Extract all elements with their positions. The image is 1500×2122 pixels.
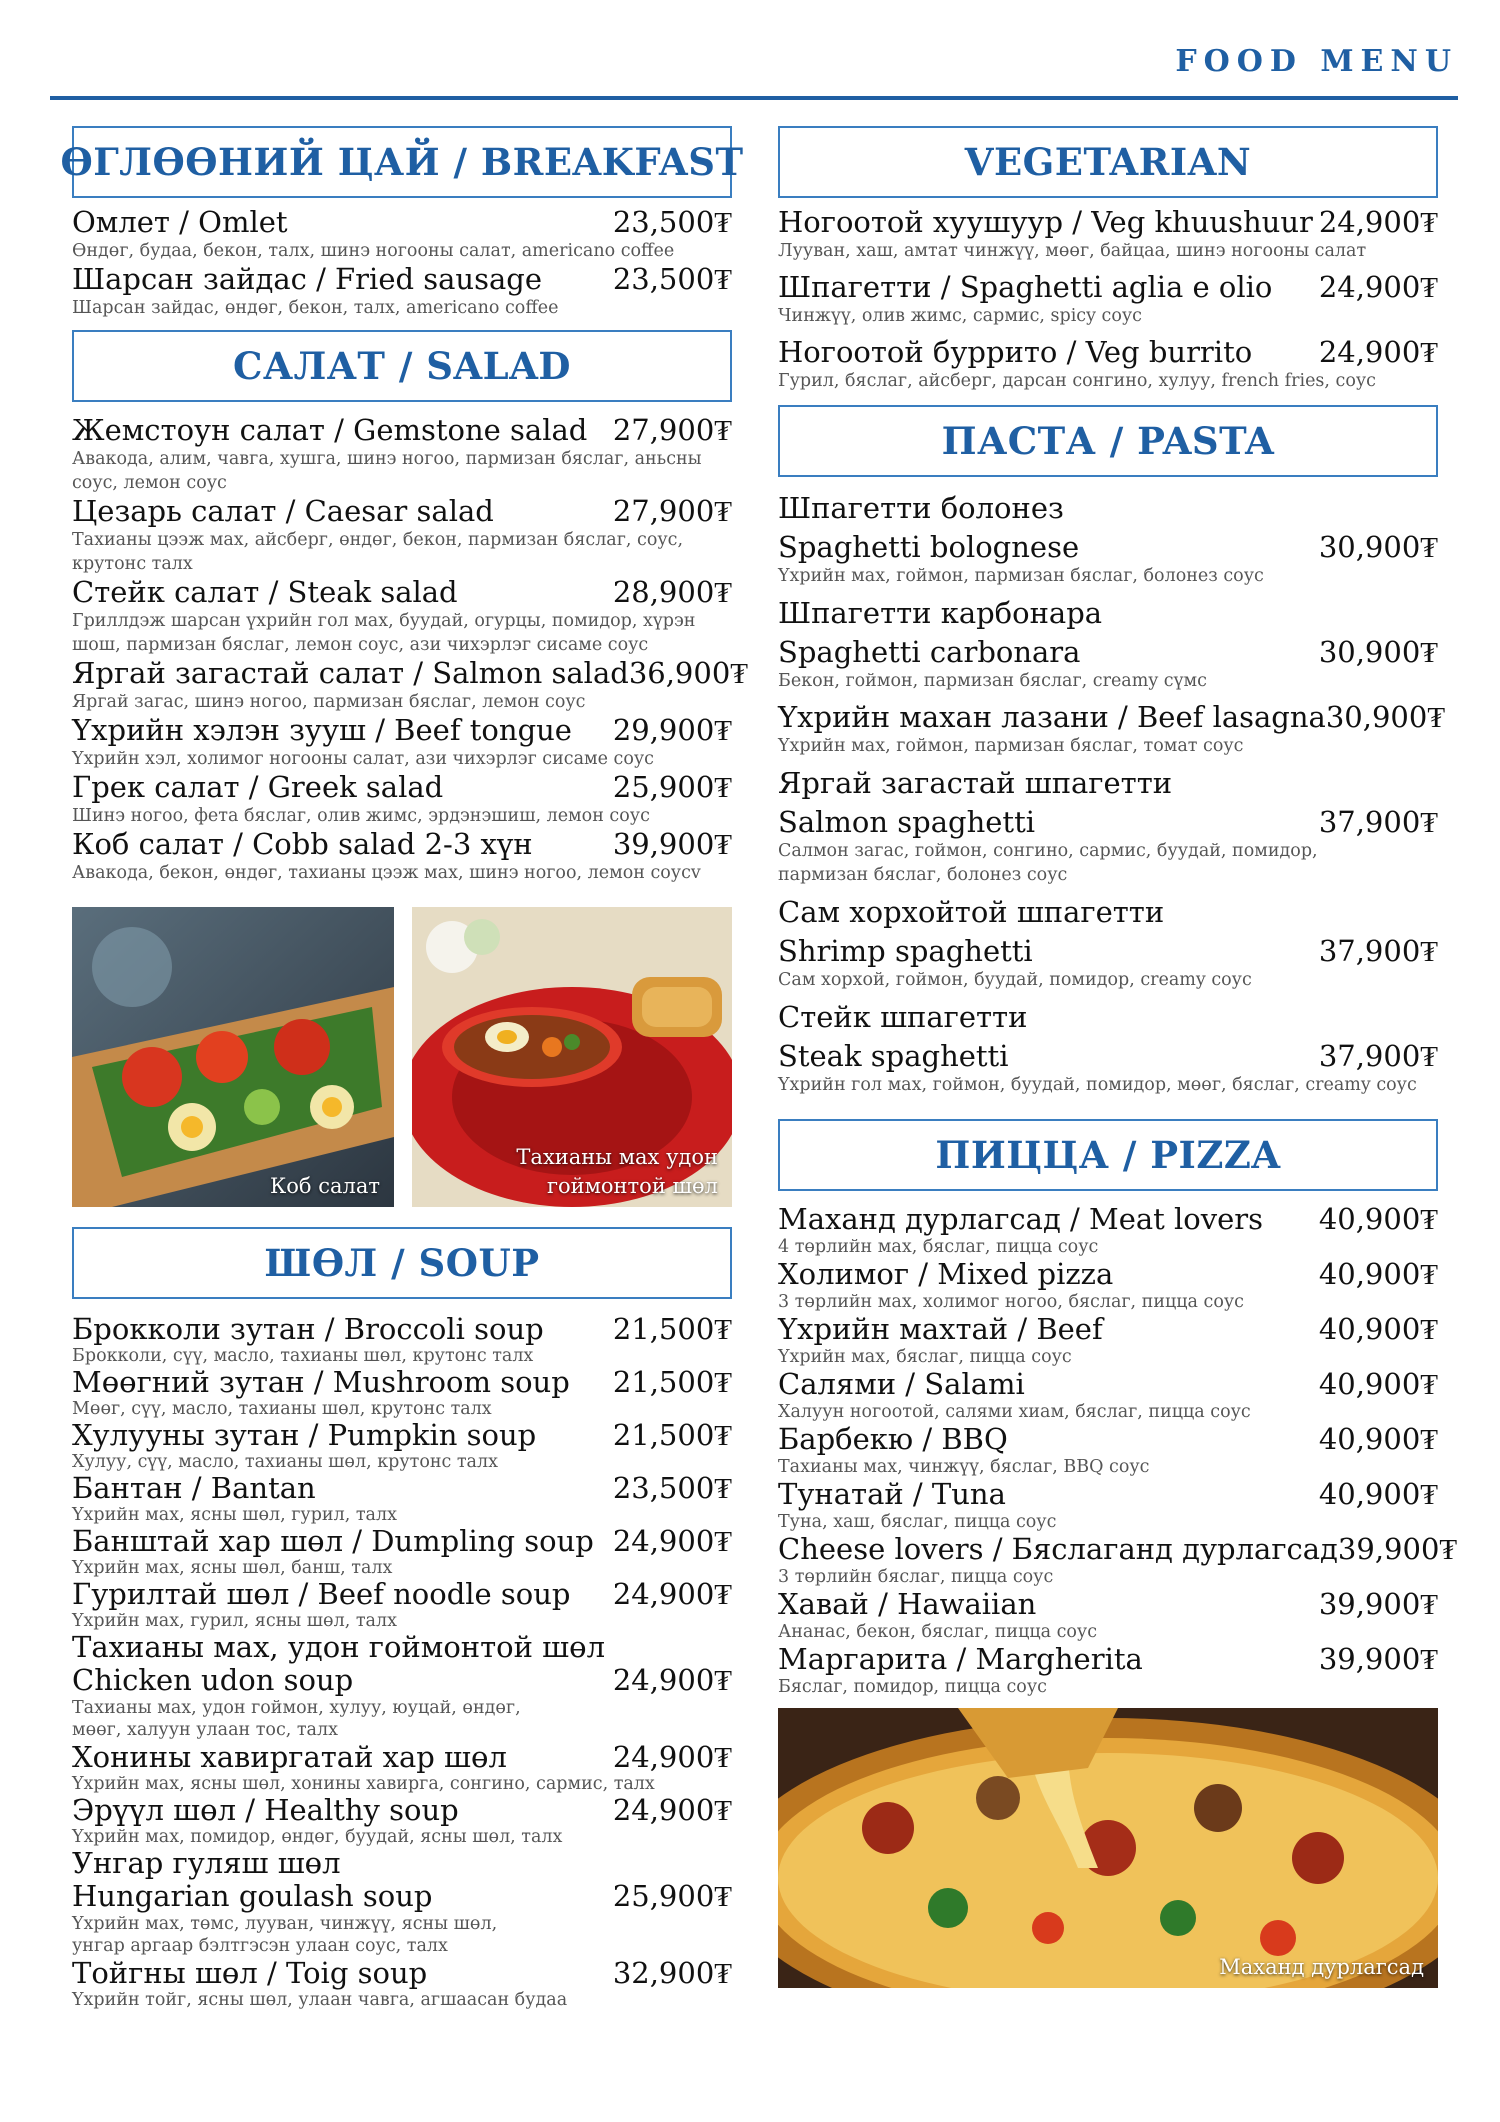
item-name: Маргарита / Margherita xyxy=(778,1642,1143,1676)
photo-caption: Маханд дурлагсад xyxy=(1219,1955,1424,1979)
item-description: Хулуу, сүү, масло, тахианы шөл, крутонс талх xyxy=(72,1452,498,1472)
item-price: 39,900₮ xyxy=(1318,1587,1438,1621)
item-price: 23,500₮ xyxy=(612,1471,732,1505)
item-price: 28,900₮ xyxy=(612,575,732,609)
salad-list xyxy=(72,413,748,885)
item-name: Тойгны шөл / Toig soup xyxy=(72,1956,428,1990)
item-description: Салмон загас, гоймон, сонгино, сармис, буудай, помидор, пармизан бяслаг, болонез соус xyxy=(778,841,1318,885)
item-name: Стейк салат / Steak salad xyxy=(72,575,458,609)
item-description: Үхрийн тойг, ясны шөл, улаан чавга, агшаасан будаа xyxy=(72,1990,568,2010)
menu-item xyxy=(778,1532,1458,1588)
item-name: Үхрийн хэлэн зууш / Beef tongue xyxy=(72,713,572,747)
item-name: Жемстоун салат / Gemstone salad xyxy=(72,413,588,447)
photo-row xyxy=(72,907,732,1207)
item-price: 37,900₮ xyxy=(1318,805,1438,839)
item-description: Бяслаг, помидор, пицца соус xyxy=(778,1677,1047,1697)
item-description: Брокколи, сүү, масло, тахианы шөл, крутонс талх xyxy=(72,1346,534,1366)
item-description: Туна, хаш, бяслаг, пицца соус xyxy=(778,1512,1057,1532)
item-name: Шпагетти / Spaghetti aglia e olio xyxy=(778,270,1273,304)
menu-item xyxy=(72,1525,732,1578)
vegetarian-list xyxy=(778,206,1438,393)
menu-item xyxy=(72,206,732,263)
menu-item xyxy=(778,1258,1438,1313)
item-name: Цезарь салат / Caesar salad xyxy=(72,494,494,528)
item-price: 30,900₮ xyxy=(1325,700,1446,734)
item-price: 25,900₮ xyxy=(612,1879,732,1913)
pasta-title: ПАСТА / PASTA xyxy=(941,419,1275,463)
menu-item xyxy=(778,1643,1438,1698)
soup-list xyxy=(72,1313,732,2010)
item-name: Банштай хар шөл / Dumpling soup xyxy=(72,1524,594,1558)
item-description: Үхрийн мах, гоймон, пармизан бяслаг, томат соус xyxy=(778,736,1244,756)
item-price: 39,900₮ xyxy=(612,827,732,861)
item-name: Хонины хавиргатай хар шөл xyxy=(72,1740,507,1774)
menu-item xyxy=(72,714,732,771)
item-price: 24,900₮ xyxy=(1318,205,1438,239)
item-name: Брокколи зутан / Broccoli soup xyxy=(72,1312,544,1346)
item-price: 40,900₮ xyxy=(1318,1312,1438,1346)
item-price: 32,900₮ xyxy=(612,1956,732,1990)
item-description: Үхрийн хэл, холимог ногооны салат, ази чихэрлэг сисаме соус xyxy=(72,749,654,769)
item-description: Үхрийн гол мах, гоймон, буудай, помидор, мөөг, бяслаг, creamy соус xyxy=(778,1075,1417,1095)
soup-title: ШӨЛ / SOUP xyxy=(264,1241,540,1285)
menu-item xyxy=(72,1578,732,1631)
menu-item xyxy=(778,895,1438,992)
item-description: Үхрийн мах, помидор, өндөг, буудай, ясны шөл, талх xyxy=(72,1827,563,1847)
meat-lovers-photo xyxy=(778,1708,1438,1988)
menu-item xyxy=(72,576,732,657)
item-price: 27,900₮ xyxy=(612,413,732,447)
menu-item xyxy=(72,1313,732,1366)
header-rule xyxy=(50,96,1458,100)
item-price: 39,900₮ xyxy=(1318,1642,1438,1676)
menu-item xyxy=(72,1794,732,1847)
item-description: Чинжүү, олив жимс, сармис, spicy соус xyxy=(778,306,1142,326)
menu-item xyxy=(778,596,1438,693)
item-price: 37,900₮ xyxy=(1318,934,1438,968)
pasta-header xyxy=(778,405,1438,477)
pizza-list xyxy=(778,1202,1458,1698)
breakfast-header xyxy=(60,126,744,198)
item-description: Тахианы мах, чинжүү, бяслаг, BBQ соус xyxy=(778,1457,1150,1477)
item-description: Сам хорхой, гоймон, буудай, помидор, creamy соус xyxy=(778,970,1252,990)
menu-item xyxy=(72,656,748,714)
item-name: Эрүүл шөл / Healthy soup xyxy=(72,1793,459,1827)
item-description: Үхрийн мах, ясны шөл, гурил, талх xyxy=(72,1505,397,1525)
item-price: 24,900₮ xyxy=(612,1793,732,1827)
item-description: Тахианы цээж мах, айсберг, өндөг, бекон, пармизан бяслаг, соус, крутонс талх xyxy=(72,530,684,574)
soup-header xyxy=(72,1227,732,1299)
item-name: Үхрийн махтай / Beef xyxy=(778,1312,1103,1346)
menu-item xyxy=(778,1368,1438,1423)
menu-item xyxy=(778,1588,1438,1643)
item-name: Мөөгний зутан / Mushroom soup xyxy=(72,1365,570,1399)
menu-item xyxy=(778,1423,1438,1478)
menu-item xyxy=(778,766,1438,887)
item-price: 37,900₮ xyxy=(1318,1039,1438,1073)
left-column xyxy=(60,126,748,2010)
item-description: Үхрийн мах, гоймон, пармизан бяслаг, болонез соус xyxy=(778,566,1264,586)
item-name: Steak spaghetti xyxy=(778,1039,1009,1073)
menu-item xyxy=(72,263,732,320)
menu-item xyxy=(778,491,1438,588)
item-price: 21,500₮ xyxy=(612,1418,732,1452)
photo-caption: Тахианы мах удон гоймонтой шөл xyxy=(516,1145,718,1198)
item-description: Шинэ ногоо, фета бяслаг, олив жимс, эрдэнэшиш, лемон соус xyxy=(72,806,650,826)
pizza-header xyxy=(778,1119,1438,1191)
item-price: 40,900₮ xyxy=(1318,1202,1438,1236)
item-description: Халуун ногоотой, салями хиам, бяслаг, пицца соус xyxy=(778,1402,1251,1422)
menu-item xyxy=(778,1313,1438,1368)
menu-item xyxy=(778,1203,1438,1258)
item-name: Гурилтай шөл / Beef noodle soup xyxy=(72,1577,571,1611)
item-name: Шарсан зайдас / Fried sausage xyxy=(72,262,543,296)
item-description: Авакода, алим, чавга, хушга, шинэ ногоо, пармизан бяслаг, аньсны соус, лемон соус xyxy=(72,449,702,493)
item-description: Үхрийн мах, ясны шөл, банш, талх xyxy=(72,1558,393,1578)
item-price: 24,900₮ xyxy=(1318,270,1438,304)
item-name: Коб салат / Cobb salad 2-3 хүн xyxy=(72,827,533,861)
right-column xyxy=(778,126,1458,1988)
item-name: Spaghetti carbonara xyxy=(778,635,1081,669)
item-price: 23,500₮ xyxy=(612,262,732,296)
item-name: Хавай / Hawaiian xyxy=(778,1587,1037,1621)
item-name: Shrimp spaghetti xyxy=(778,934,1033,968)
item-name: Ногоотой хуушуур / Veg khuushuur xyxy=(778,205,1313,239)
menu-item xyxy=(72,771,732,828)
menu-item xyxy=(72,414,732,495)
item-name: Грек салат / Greek salad xyxy=(72,770,444,804)
item-name: Бантан / Bantan xyxy=(72,1471,316,1505)
item-price: 40,900₮ xyxy=(1318,1367,1438,1401)
item-name-mn: Яргай загастай шпагетти xyxy=(778,766,1173,800)
item-price: 25,900₮ xyxy=(612,770,732,804)
item-name: Маханд дурлагсад / Meat lovers xyxy=(778,1202,1264,1236)
salad-image xyxy=(72,907,394,1207)
item-price: 36,900₮ xyxy=(628,656,748,690)
udon-soup-photo xyxy=(412,907,732,1207)
item-description: Өндөг, будаа, бекон, талх, шинэ ногооны салат, americano coffee xyxy=(72,241,675,261)
item-name: Spaghetti bolognese xyxy=(778,530,1080,564)
menu-item xyxy=(778,206,1438,263)
item-price: 30,900₮ xyxy=(1318,635,1438,669)
item-name: Хулууны зутан / Pumpkin soup xyxy=(72,1418,537,1452)
item-description: Бекон, гоймон, пармизан бяслаг, creamy сүмс xyxy=(778,671,1207,691)
item-name: Салями / Salami xyxy=(778,1367,1025,1401)
item-price: 24,900₮ xyxy=(612,1663,732,1697)
item-price: 21,500₮ xyxy=(612,1312,732,1346)
salad-header xyxy=(72,330,732,402)
item-description: Гурил, бяслаг, айсберг, дарсан сонгино, хулуу, french fries, соус xyxy=(778,371,1376,391)
item-description: 3 төрлийн мах, холимог ногоо, бяслаг, пицца соус xyxy=(778,1292,1244,1312)
pasta-list xyxy=(778,491,1446,1097)
item-name: Яргай загастай салат / Salmon salad xyxy=(72,656,629,690)
item-name-mn: Шпагетти болонез xyxy=(778,491,1064,525)
item-price: 30,900₮ xyxy=(1318,530,1438,564)
item-description: Шарсан зайдас, өндөг, бекон, талх, americano coffee xyxy=(72,298,559,318)
item-name: Тунатай / Tuna xyxy=(778,1477,1006,1511)
item-name-mn: Сам хорхойтой шпагетти xyxy=(778,895,1165,929)
item-name-mn: Стейк шпагетти xyxy=(778,1000,1028,1034)
item-name: Омлет / Omlet xyxy=(72,205,288,239)
salad-title: САЛАТ / SALAD xyxy=(233,344,571,388)
menu-item xyxy=(72,1741,732,1794)
menu-item xyxy=(72,1631,732,1741)
photo-caption: Коб салат xyxy=(270,1174,380,1198)
vegetarian-title: VEGETARIAN xyxy=(964,140,1252,184)
menu-item xyxy=(72,1957,732,2010)
item-description: Тахианы мах, удон гоймон, хулуу, юуцай, өндөг, мөөг, халуун улаан тос, талх xyxy=(72,1698,521,1740)
item-price: 29,900₮ xyxy=(612,713,732,747)
item-name: Холимог / Mixed pizza xyxy=(778,1257,1114,1291)
item-price: 24,900₮ xyxy=(612,1524,732,1558)
item-description: Үхрийн мах, төмс, лууван, чинжүү, ясны шөл, унгар аргаар бэлтгэсэн улаан соус, талх xyxy=(72,1914,498,1956)
item-name-mn: Тахианы мах, удон гоймонтой шөл xyxy=(72,1630,606,1664)
item-name-mn: Унгар гуляш шөл xyxy=(72,1846,341,1880)
item-price: 24,900₮ xyxy=(612,1740,732,1774)
breakfast-list xyxy=(72,206,732,320)
item-description: Лууван, хаш, амтат чинжүү, мөөг, байцаа, шинэ ногооны салат xyxy=(778,241,1367,261)
item-description: Яргай загас, шинэ ногоо, пармизан бяслаг, лемон соус xyxy=(72,692,586,712)
item-name: Үхрийн махан лазани / Beef lasagna xyxy=(778,700,1326,734)
item-description: Үхрийн мах, гурил, ясны шөл, талх xyxy=(72,1611,397,1631)
menu-item xyxy=(778,271,1438,328)
item-price: 21,500₮ xyxy=(612,1365,732,1399)
menu-item xyxy=(72,1472,732,1525)
item-price: 24,900₮ xyxy=(1318,335,1438,369)
item-description: Үхрийн мах, ясны шөл, хонины хавирга, сонгино, сармис, талх xyxy=(72,1774,655,1794)
menu-item xyxy=(72,828,732,885)
item-description: Гриллдэж шарсан үхрийн гол мах, буудай, огурцы, помидор, хүрэн шош, пармизан бяслаг, лемон соус, ази чихэрлэг сисаме соус xyxy=(72,611,696,655)
pizza-image xyxy=(778,1708,1438,1988)
item-name: Cheese lovers / Бяслаганд дурлагсад xyxy=(778,1532,1338,1566)
item-price: 40,900₮ xyxy=(1318,1257,1438,1291)
item-price: 27,900₮ xyxy=(612,494,732,528)
item-price: 39,900₮ xyxy=(1337,1532,1458,1566)
cobb-salad-photo xyxy=(72,907,394,1207)
menu-item xyxy=(778,336,1438,393)
item-name: Барбекю / BBQ xyxy=(778,1422,1008,1456)
menu-item xyxy=(72,495,732,576)
menu-item xyxy=(72,1419,732,1472)
item-description: Авакода, бекон, өндөг, тахианы цээж мах, шинэ ногоо, лемон соусv xyxy=(72,863,701,883)
breakfast-title: ӨГЛӨӨНИЙ ЦАЙ / BREAKFAST xyxy=(60,140,744,184)
item-description: Үхрийн мах, бяслаг, пицца соус xyxy=(778,1347,1072,1367)
item-description: Ананас, бекон, бяслаг, пицца соус xyxy=(778,1622,1098,1642)
item-name: Ногоотой буррито / Veg burrito xyxy=(778,335,1253,369)
menu-item xyxy=(72,1366,732,1419)
menu-item xyxy=(778,1478,1438,1533)
item-name: Salmon spaghetti xyxy=(778,805,1036,839)
pizza-title: ПИЦЦА / PIZZA xyxy=(935,1133,1281,1177)
item-price: 40,900₮ xyxy=(1318,1477,1438,1511)
item-description: 4 төрлийн мах, бяслаг, пицца соус xyxy=(778,1237,1099,1257)
menu-title: FOOD MENU xyxy=(1175,44,1458,79)
item-description: Мөөг, сүү, масло, тахианы шөл, крутонс талх xyxy=(72,1399,492,1419)
item-description: 3 төрлийн бяслаг, пицца соус xyxy=(778,1567,1054,1587)
item-price: 23,500₮ xyxy=(612,205,732,239)
menu-item xyxy=(778,1000,1438,1097)
vegetarian-header xyxy=(778,126,1438,198)
item-name: Hungarian goulash soup xyxy=(72,1879,433,1913)
item-price: 40,900₮ xyxy=(1318,1422,1438,1456)
menu-item xyxy=(72,1847,732,1957)
item-name: Chicken udon soup xyxy=(72,1663,354,1697)
menu-item xyxy=(778,700,1446,758)
item-name-mn: Шпагетти карбонара xyxy=(778,596,1103,630)
item-price: 24,900₮ xyxy=(612,1577,732,1611)
